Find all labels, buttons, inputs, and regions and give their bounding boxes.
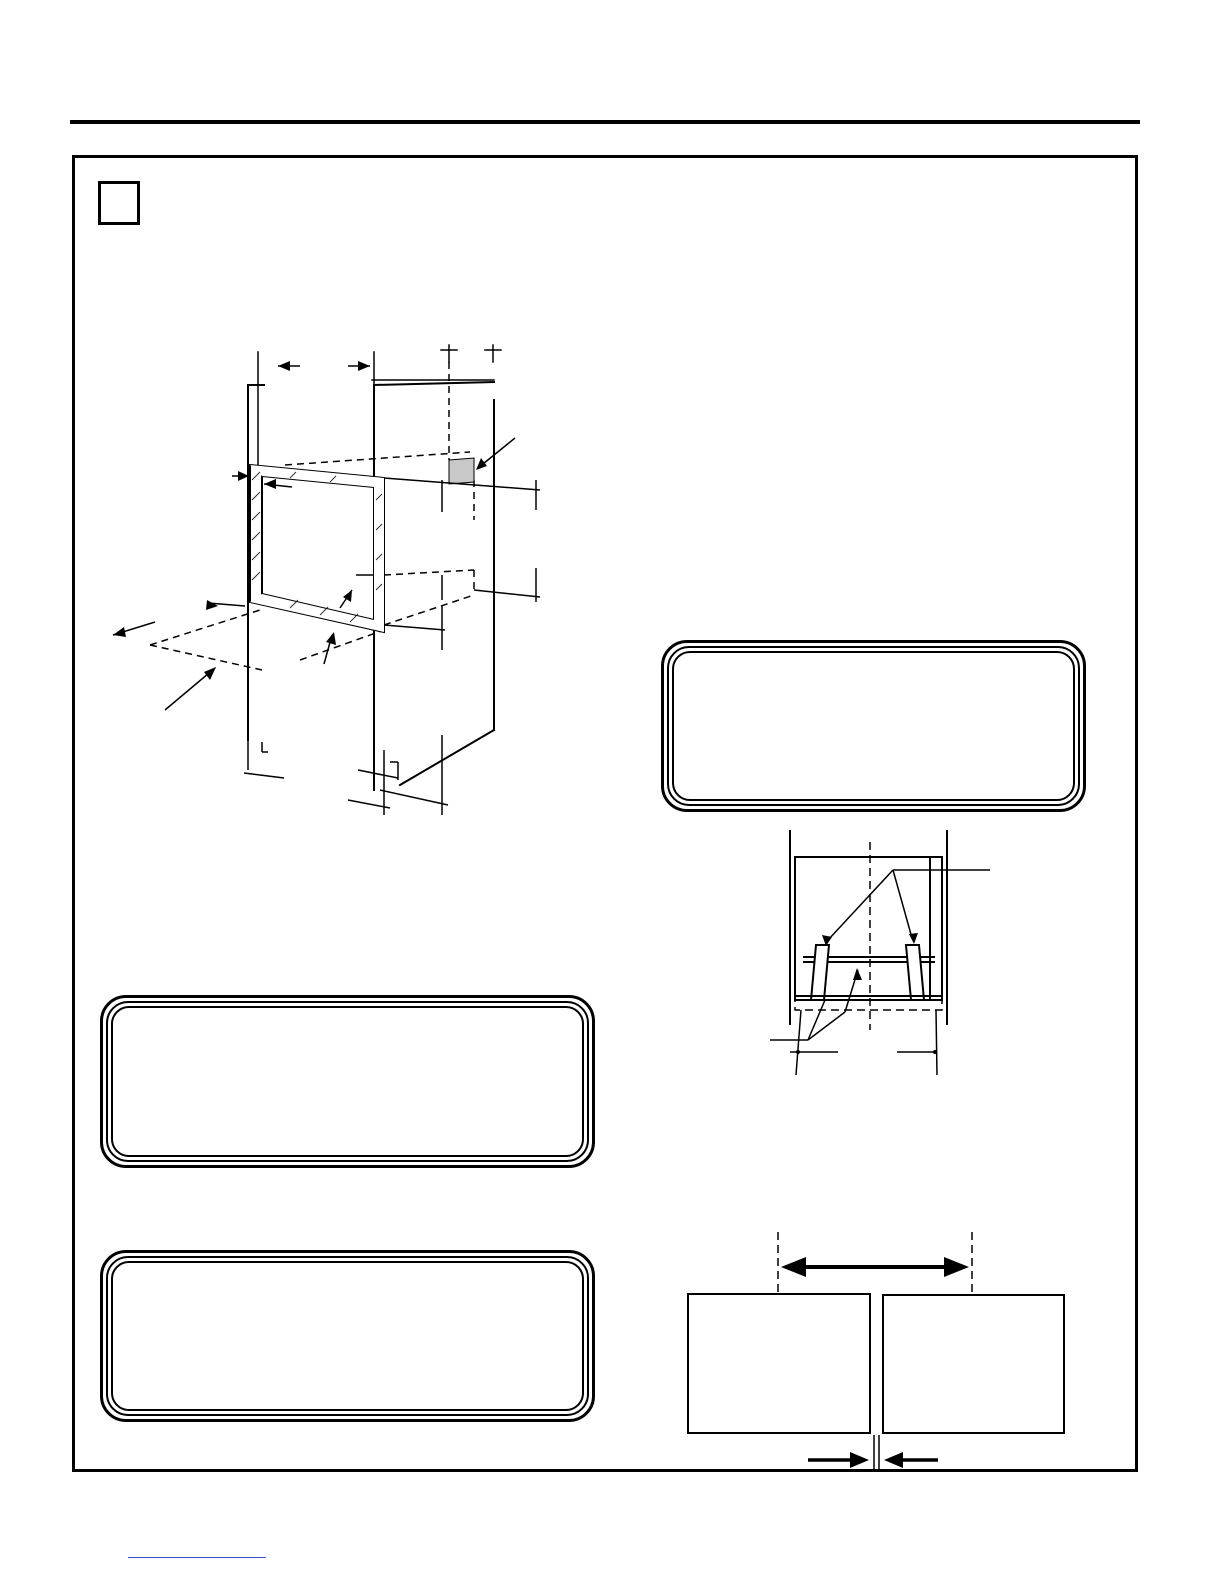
left-panel (687, 1293, 871, 1434)
right-panel (882, 1294, 1065, 1434)
notice-text (664, 643, 1083, 687)
notice-text (103, 998, 592, 1042)
notice-text (103, 1253, 592, 1297)
page-footer-link-underline (128, 1557, 266, 1558)
